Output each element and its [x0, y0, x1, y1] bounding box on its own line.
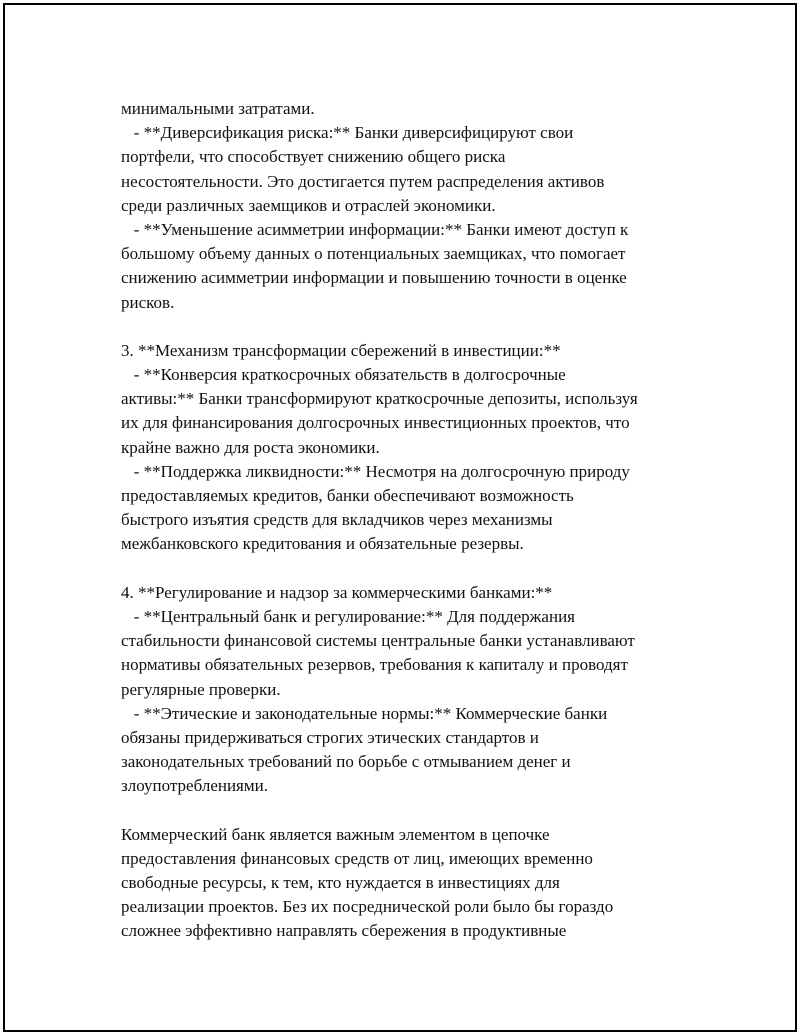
text-line: - **Этические и законодательные нормы:** Коммерческие банки	[121, 703, 608, 723]
page-frame	[3, 3, 797, 1032]
text-line: минимальными затратами.	[121, 99, 315, 118]
text-line: нормативы обязательных резервов, требования к капиталу и проводят	[121, 655, 628, 675]
text-line: 3. **Механизм трансформации сбережений в инвестиции:**	[121, 340, 561, 360]
document-text	[121, 97, 701, 944]
text-line: их для финансирования долгосрочных инвестиционных проектов, что	[121, 413, 630, 433]
text-line: реализации проектов. Без их посреднической роли было бы гораздо	[121, 897, 614, 917]
text-line: межбанковского кредитования и обязательные резервы.	[121, 534, 524, 554]
text-line: свободные ресурсы, к тем, кто нуждается в инвестициях для	[121, 873, 560, 892]
text-line: среди различных заемщиков и отраслей экономики.	[121, 195, 496, 215]
text-line: портфели, что способствует снижению общего риска	[121, 147, 506, 167]
blank-line	[121, 557, 701, 581]
text-line: активы:** Банки трансформируют краткосрочные депозиты, используя	[121, 389, 638, 409]
text-line: Коммерческий банк является важным элементом в цепочке	[121, 824, 550, 844]
blank-line	[121, 798, 701, 822]
text-line: большому объему данных о потенциальных заемщиках, что помогает	[121, 244, 626, 264]
text-line: стабильности финансовой системы центральные банки устанавливают	[121, 631, 635, 651]
text-line: предоставления финансовых средств от лиц, имеющих временно	[121, 848, 593, 868]
text-line: регулярные проверки.	[121, 679, 281, 699]
text-line: крайне важно для роста экономики.	[121, 437, 380, 457]
text-line: несостоятельности. Это достигается путем распределения активов	[121, 171, 605, 191]
text-line: законодательных требований по борьбе с отмыванием денег и	[121, 752, 571, 772]
text-line: сложнее эффективно направлять сбережения в продуктивные	[121, 921, 567, 941]
blank-line	[121, 315, 701, 339]
text-line: рисков.	[121, 292, 175, 312]
text-line: предоставляемых кредитов, банки обеспечивают возможность	[121, 486, 574, 505]
text-line: быстрого изъятия средств для вкладчиков через механизмы	[121, 510, 553, 530]
text-line: - **Поддержка ликвидности:** Несмотря на долгосрочную природу	[121, 461, 630, 481]
text-line: снижению асимметрии информации и повышению точности в оценке	[121, 268, 627, 288]
text-line: - **Центральный банк и регулирование:** Для поддержания	[121, 606, 575, 626]
text-line: - **Диверсификация риска:** Банки диверсифицируют свои	[121, 123, 574, 143]
text-line: - **Конверсия краткосрочных обязательств в долгосрочные	[121, 365, 566, 385]
text-line: 4. **Регулирование и надзор за коммерческими банками:**	[121, 582, 553, 602]
text-line: обязаны придерживаться строгих этических стандартов и	[121, 727, 539, 747]
text-line: злоупотреблениями.	[121, 776, 268, 796]
text-line: - **Уменьшение асимметрии информации:** Банки имеют доступ к	[121, 219, 629, 239]
